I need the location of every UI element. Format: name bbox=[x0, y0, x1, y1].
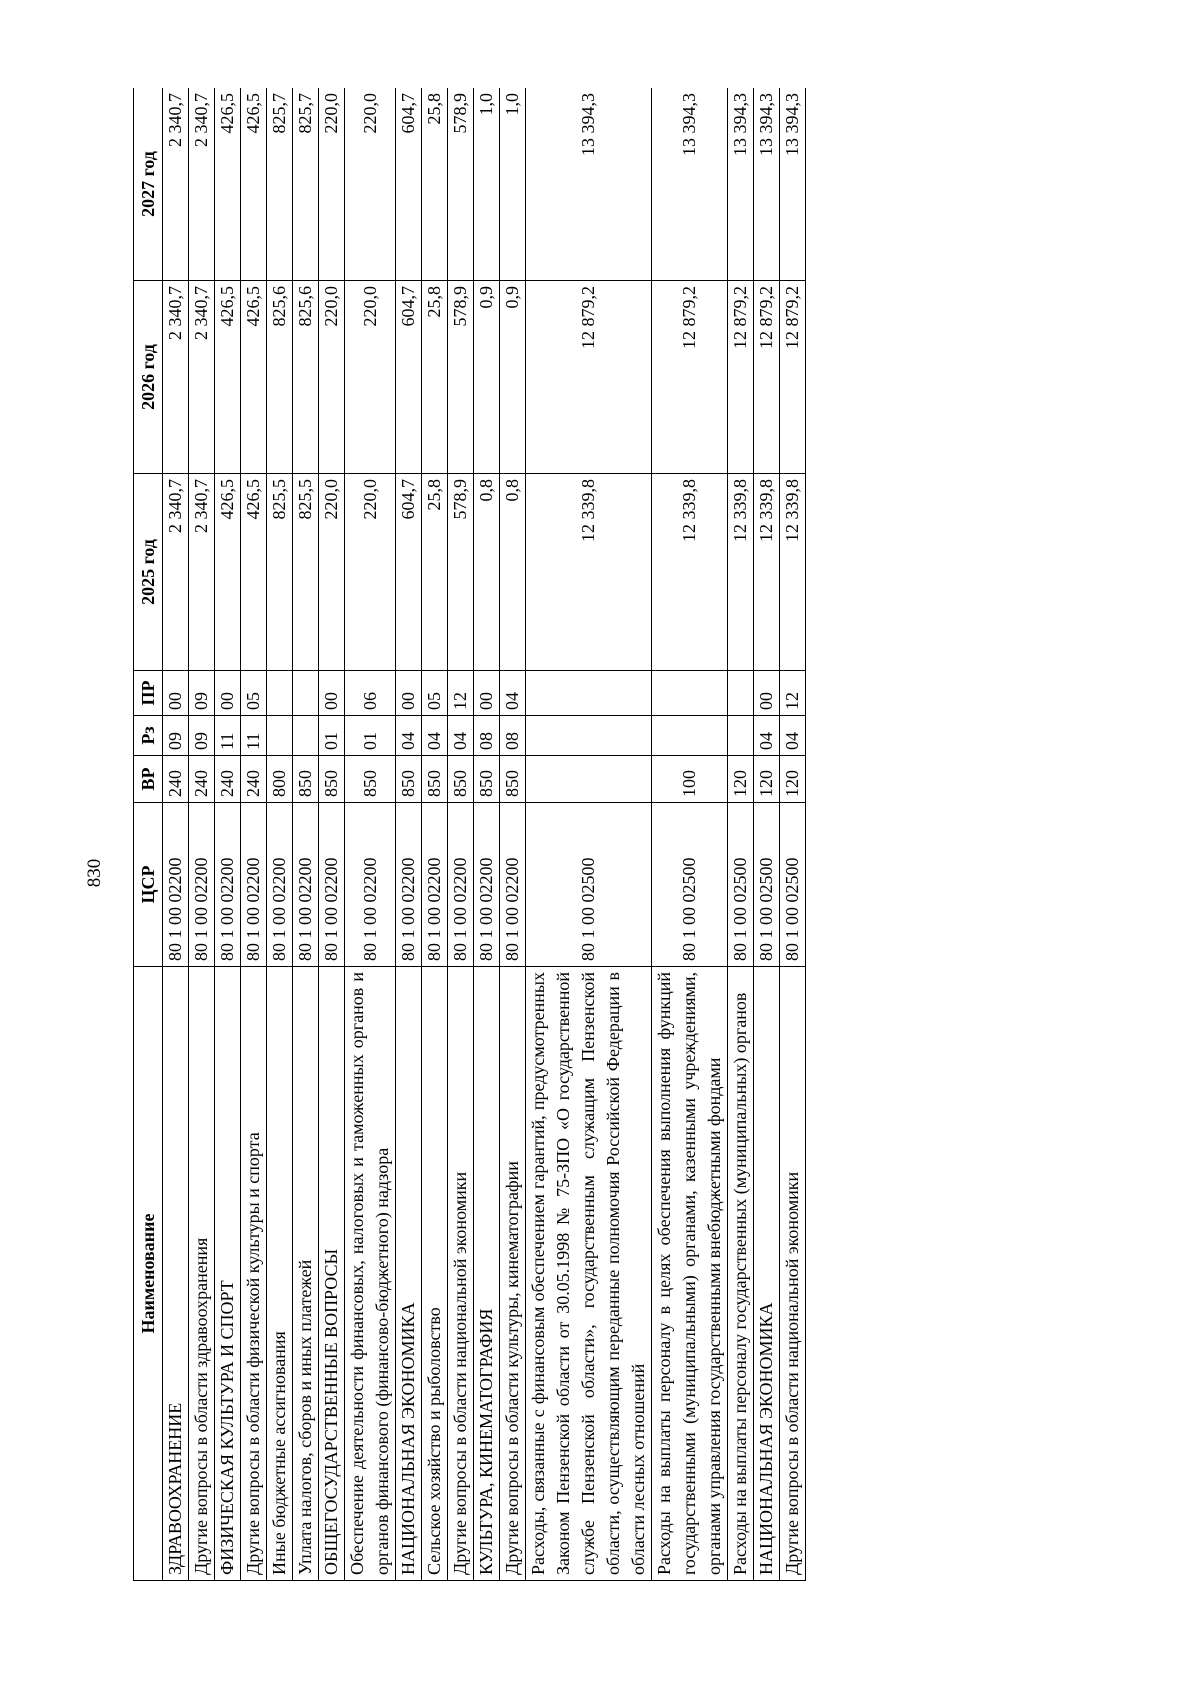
table-row bbox=[215, 88, 241, 1581]
table-cell-vr: 850 bbox=[500, 756, 526, 803]
table-cell-name: Уплата налогов, сборов и иных платежей bbox=[293, 967, 319, 1581]
table-row bbox=[319, 88, 345, 1581]
header-pr: ПР bbox=[134, 671, 163, 716]
table-cell-2027: 2 340,7 bbox=[163, 88, 189, 281]
table-cell-2026: 12 879,2 bbox=[754, 281, 780, 474]
table-cell-2027: 220,0 bbox=[345, 88, 396, 281]
table-cell-csr: 80 1 00 02200 bbox=[189, 803, 215, 967]
table-cell-rz: 11 bbox=[241, 716, 267, 756]
table-cell-2025: 12 339,8 bbox=[652, 474, 728, 671]
table-cell-2027: 2 340,7 bbox=[189, 88, 215, 281]
table-cell-csr: 80 1 00 02200 bbox=[500, 803, 526, 967]
table-row bbox=[448, 88, 474, 1581]
table-cell-name: Сельское хозяйство и рыболовство bbox=[422, 967, 448, 1581]
table-cell-pr: 00 bbox=[319, 671, 345, 716]
table-cell-2027: 604,7 bbox=[396, 88, 422, 281]
table-cell-rz: 04 bbox=[448, 716, 474, 756]
table-cell-name: Расходы на выплаты персоналу государственных (муниципальных) органов bbox=[728, 967, 754, 1581]
table-cell-2025: 604,7 bbox=[396, 474, 422, 671]
budget-table bbox=[133, 88, 806, 1581]
table-row bbox=[345, 88, 396, 1581]
header-vr: ВР bbox=[134, 756, 163, 803]
table-row bbox=[474, 88, 500, 1581]
table-cell-vr: 850 bbox=[293, 756, 319, 803]
page-number: 830 bbox=[84, 858, 105, 888]
budget-table-sheet bbox=[133, 88, 965, 1581]
table-cell-pr: 00 bbox=[474, 671, 500, 716]
table-row bbox=[241, 88, 267, 1581]
table-cell-2026: 578,9 bbox=[448, 281, 474, 474]
table-cell-2027: 1,0 bbox=[500, 88, 526, 281]
table-cell-csr: 80 1 00 02200 bbox=[267, 803, 293, 967]
table-cell-2026: 0,9 bbox=[474, 281, 500, 474]
header-name: Наименование bbox=[134, 967, 163, 1581]
table-cell-rz bbox=[293, 716, 319, 756]
table-row bbox=[396, 88, 422, 1581]
table-cell-2025: 825,5 bbox=[293, 474, 319, 671]
table-cell-pr: 00 bbox=[215, 671, 241, 716]
table-cell-2027: 13 394,3 bbox=[754, 88, 780, 281]
table-cell-2025: 12 339,8 bbox=[780, 474, 806, 671]
table-cell-vr: 240 bbox=[215, 756, 241, 803]
table-cell-rz: 08 bbox=[500, 716, 526, 756]
header-rz: Рз bbox=[134, 716, 163, 756]
table-cell-rz bbox=[526, 716, 652, 756]
table-cell-pr: 06 bbox=[345, 671, 396, 716]
table-cell-2027: 13 394,3 bbox=[652, 88, 728, 281]
table-cell-2026: 2 340,7 bbox=[189, 281, 215, 474]
table-cell-vr: 120 bbox=[754, 756, 780, 803]
table-cell-2025: 825,5 bbox=[267, 474, 293, 671]
table-cell-2025: 2 340,7 bbox=[189, 474, 215, 671]
header-2027: 2027 год bbox=[134, 88, 163, 281]
table-cell-2027: 426,5 bbox=[215, 88, 241, 281]
table-cell-vr: 800 bbox=[267, 756, 293, 803]
table-row bbox=[652, 88, 728, 1581]
table-cell-csr: 80 1 00 02200 bbox=[293, 803, 319, 967]
table-row bbox=[754, 88, 780, 1581]
table-cell-vr: 120 bbox=[728, 756, 754, 803]
table-cell-name: КУЛЬТУРА, КИНЕМАТОГРАФИЯ bbox=[474, 967, 500, 1581]
table-cell-name: ОБЩЕГОСУДАРСТВЕННЫЕ ВОПРОСЫ bbox=[319, 967, 345, 1581]
table-cell-csr: 80 1 00 02200 bbox=[163, 803, 189, 967]
table-body bbox=[163, 88, 806, 1581]
table-cell-pr: 00 bbox=[754, 671, 780, 716]
table-cell-pr bbox=[293, 671, 319, 716]
table-cell-2026: 12 879,2 bbox=[728, 281, 754, 474]
table-cell-2025: 426,5 bbox=[241, 474, 267, 671]
table-cell-2026: 825,6 bbox=[293, 281, 319, 474]
table-cell-2025: 426,5 bbox=[215, 474, 241, 671]
table-cell-name: ФИЗИЧЕСКАЯ КУЛЬТУРА И СПОРТ bbox=[215, 967, 241, 1581]
table-cell-2026: 426,5 bbox=[215, 281, 241, 474]
table-cell-csr: 80 1 00 02200 bbox=[448, 803, 474, 967]
table-cell-rz bbox=[728, 716, 754, 756]
table-cell-2026: 825,6 bbox=[267, 281, 293, 474]
table-cell-vr: 850 bbox=[474, 756, 500, 803]
table-cell-name: Другие вопросы в области национальной экономики bbox=[780, 967, 806, 1581]
table-cell-2027: 825,7 bbox=[267, 88, 293, 281]
table-cell-pr bbox=[728, 671, 754, 716]
table-cell-rz: 04 bbox=[396, 716, 422, 756]
table-cell-rz: 04 bbox=[780, 716, 806, 756]
table-cell-2025: 12 339,8 bbox=[754, 474, 780, 671]
table-cell-2025: 220,0 bbox=[345, 474, 396, 671]
table-cell-2026: 604,7 bbox=[396, 281, 422, 474]
table-cell-2026: 426,5 bbox=[241, 281, 267, 474]
table-cell-2027: 25,8 bbox=[422, 88, 448, 281]
table-cell-rz: 04 bbox=[754, 716, 780, 756]
table-cell-vr: 850 bbox=[345, 756, 396, 803]
table-cell-pr bbox=[526, 671, 652, 716]
table-cell-2025: 0,8 bbox=[500, 474, 526, 671]
table-cell-name: Другие вопросы в области физической культуры и спорта bbox=[241, 967, 267, 1581]
table-cell-vr: 850 bbox=[396, 756, 422, 803]
table-cell-name: Иные бюджетные ассигнования bbox=[267, 967, 293, 1581]
table-cell-csr: 80 1 00 02500 bbox=[728, 803, 754, 967]
table-row bbox=[422, 88, 448, 1581]
table-row bbox=[728, 88, 754, 1581]
table-row bbox=[293, 88, 319, 1581]
table-cell-csr: 80 1 00 02200 bbox=[345, 803, 396, 967]
table-cell-2025: 2 340,7 bbox=[163, 474, 189, 671]
table-cell-pr: 05 bbox=[422, 671, 448, 716]
table-cell-2025: 220,0 bbox=[319, 474, 345, 671]
header-2025: 2025 год bbox=[134, 474, 163, 671]
table-cell-2027: 13 394,3 bbox=[780, 88, 806, 281]
table-cell-rz: 01 bbox=[345, 716, 396, 756]
table-cell-2025: 12 339,8 bbox=[526, 474, 652, 671]
table-cell-csr: 80 1 00 02200 bbox=[215, 803, 241, 967]
header-csr: ЦСР bbox=[134, 803, 163, 967]
table-cell-pr: 00 bbox=[163, 671, 189, 716]
table-cell-2027: 1,0 bbox=[474, 88, 500, 281]
table-cell-2027: 13 394,3 bbox=[526, 88, 652, 281]
table-cell-name: Другие вопросы в области национальной экономики bbox=[448, 967, 474, 1581]
table-cell-2025: 578,9 bbox=[448, 474, 474, 671]
table-row bbox=[500, 88, 526, 1581]
table-cell-2026: 25,8 bbox=[422, 281, 448, 474]
table-cell-pr: 12 bbox=[780, 671, 806, 716]
table-cell-2025: 0,8 bbox=[474, 474, 500, 671]
table-cell-pr: 05 bbox=[241, 671, 267, 716]
table-cell-2025: 25,8 bbox=[422, 474, 448, 671]
table-cell-name: НАЦИОНАЛЬНАЯ ЭКОНОМИКА bbox=[396, 967, 422, 1581]
table-cell-vr: 240 bbox=[189, 756, 215, 803]
table-cell-vr: 850 bbox=[319, 756, 345, 803]
table-cell-name: Расходы на выплаты персоналу в целях обеспечения выполнения функций государственными (муниципальными) органами, казенными учреждениями, органами управления государственными внебюджетными фондами bbox=[652, 967, 728, 1581]
table-cell-name: Другие вопросы в области здравоохранения bbox=[189, 967, 215, 1581]
table-header-row bbox=[134, 88, 163, 1581]
table-cell-pr: 09 bbox=[189, 671, 215, 716]
table-cell-csr: 80 1 00 02200 bbox=[396, 803, 422, 967]
table-cell-2027: 578,9 bbox=[448, 88, 474, 281]
table-cell-pr bbox=[652, 671, 728, 716]
table-cell-name: Обеспечение деятельности финансовых, налоговых и таможенных органов и органов финансового (финансово-бюджетного) надзора bbox=[345, 967, 396, 1581]
table-cell-rz: 09 bbox=[189, 716, 215, 756]
table-row bbox=[267, 88, 293, 1581]
table-cell-pr: 00 bbox=[396, 671, 422, 716]
table-cell-pr: 12 bbox=[448, 671, 474, 716]
table-cell-2026: 0,9 bbox=[500, 281, 526, 474]
table-cell-2027: 825,7 bbox=[293, 88, 319, 281]
table-cell-name: Другие вопросы в области культуры, кинематографии bbox=[500, 967, 526, 1581]
table-cell-csr: 80 1 00 02200 bbox=[422, 803, 448, 967]
table-cell-rz: 09 bbox=[163, 716, 189, 756]
table-row bbox=[163, 88, 189, 1581]
table-cell-rz: 11 bbox=[215, 716, 241, 756]
table-cell-2027: 426,5 bbox=[241, 88, 267, 281]
table-cell-vr: 100 bbox=[652, 756, 728, 803]
table-cell-2025: 12 339,8 bbox=[728, 474, 754, 671]
table-cell-pr: 04 bbox=[500, 671, 526, 716]
table-cell-vr bbox=[526, 756, 652, 803]
table-cell-name: ЗДРАВООХРАНЕНИЕ bbox=[163, 967, 189, 1581]
table-cell-rz bbox=[267, 716, 293, 756]
table-row bbox=[780, 88, 806, 1581]
table-cell-csr: 80 1 00 02500 bbox=[652, 803, 728, 967]
header-2026: 2026 год bbox=[134, 281, 163, 474]
table-cell-csr: 80 1 00 02200 bbox=[241, 803, 267, 967]
table-cell-rz: 01 bbox=[319, 716, 345, 756]
table-cell-2026: 12 879,2 bbox=[780, 281, 806, 474]
table-cell-2026: 220,0 bbox=[319, 281, 345, 474]
table-cell-vr: 120 bbox=[780, 756, 806, 803]
table-cell-2026: 220,0 bbox=[345, 281, 396, 474]
table-cell-2026: 12 879,2 bbox=[526, 281, 652, 474]
table-cell-vr: 850 bbox=[422, 756, 448, 803]
table-cell-name: Расходы, связанные с финансовым обеспечением гарантий, предусмотренных Законом Пензенской области от 30.05.1998 № 75-ЗПО «О государственной службе Пензенской области», государственным служащим Пензенской области, осуществляющим переданные полномочия Российской Федерации в области лесных отношений bbox=[526, 967, 652, 1581]
table-cell-csr: 80 1 00 02200 bbox=[474, 803, 500, 967]
table-cell-vr: 240 bbox=[163, 756, 189, 803]
table-row bbox=[526, 88, 652, 1581]
table-cell-csr: 80 1 00 02500 bbox=[526, 803, 652, 967]
table-cell-rz: 08 bbox=[474, 716, 500, 756]
table-cell-2027: 220,0 bbox=[319, 88, 345, 281]
table-cell-2026: 2 340,7 bbox=[163, 281, 189, 474]
table-cell-csr: 80 1 00 02500 bbox=[754, 803, 780, 967]
table-cell-vr: 240 bbox=[241, 756, 267, 803]
table-row bbox=[189, 88, 215, 1581]
table-cell-2026: 12 879,2 bbox=[652, 281, 728, 474]
table-cell-pr bbox=[267, 671, 293, 716]
table-cell-2027: 13 394,3 bbox=[728, 88, 754, 281]
table-cell-rz bbox=[652, 716, 728, 756]
table-cell-csr: 80 1 00 02200 bbox=[319, 803, 345, 967]
table-cell-name: НАЦИОНАЛЬНАЯ ЭКОНОМИКА bbox=[754, 967, 780, 1581]
table-cell-vr: 850 bbox=[448, 756, 474, 803]
table-cell-csr: 80 1 00 02500 bbox=[780, 803, 806, 967]
table-cell-rz: 04 bbox=[422, 716, 448, 756]
